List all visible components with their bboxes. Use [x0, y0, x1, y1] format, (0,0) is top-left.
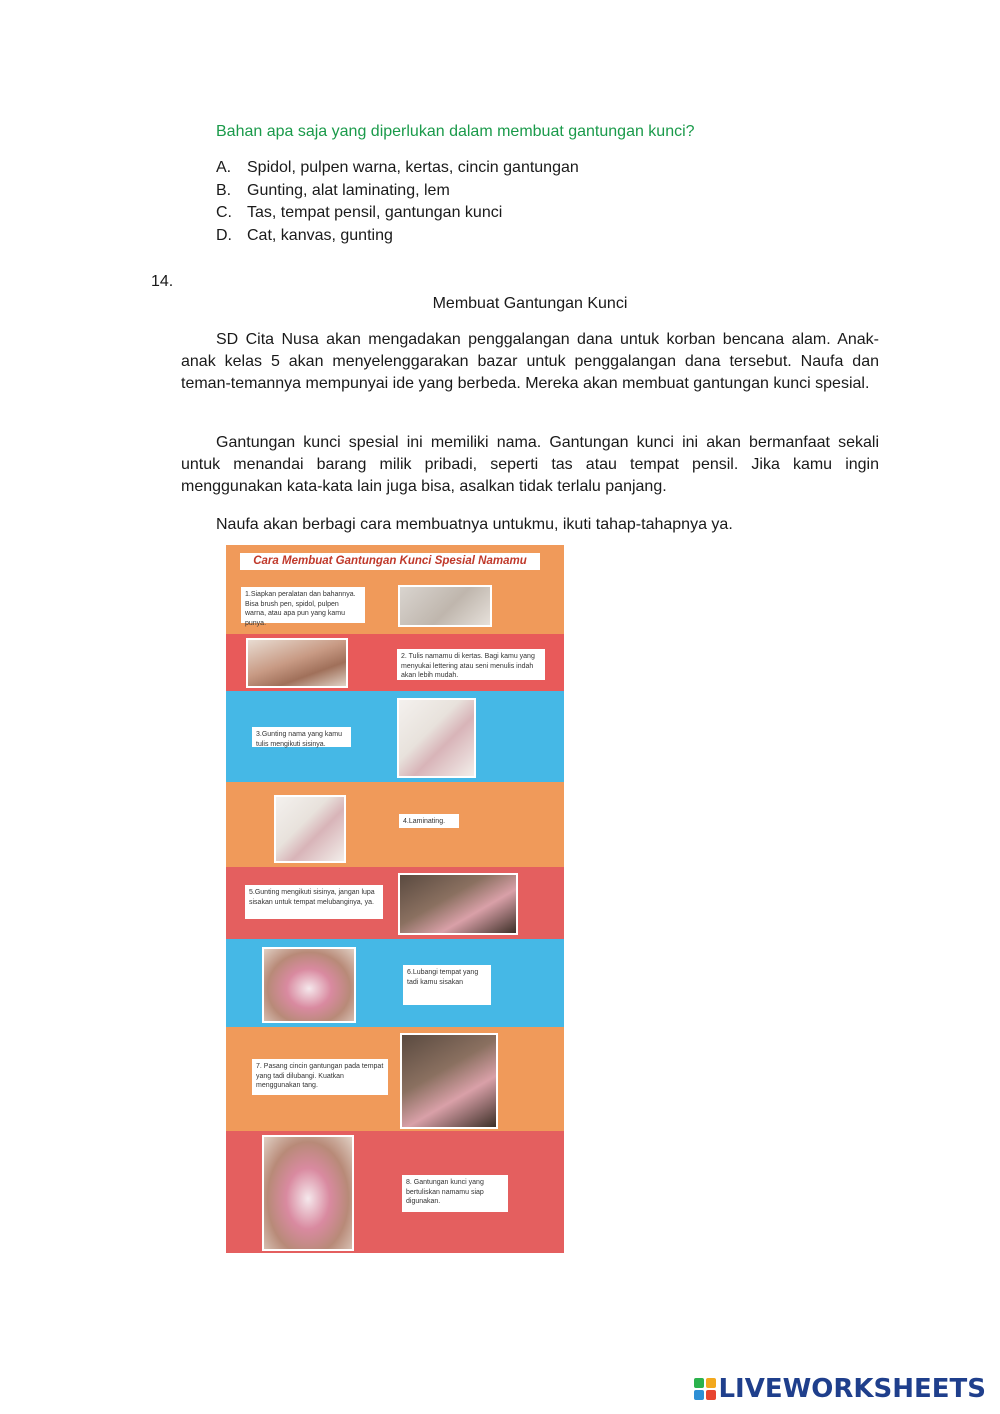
step-1-caption: 1.Siapkan peralatan dan bahannya. Bisa brush pen, spidol, pulpen warna, atau apa pun yang kamu punya.: [241, 587, 365, 623]
option-text: Cat, kanvas, gunting: [247, 227, 393, 245]
step-2-caption: 2. Tulis namamu di kertas. Bagi kamu yang menyukai lettering atau seni menulis indah akan lebih mudah.: [397, 649, 545, 680]
trimming-photo: [398, 873, 518, 935]
option-text: Gunting, alat laminating, lem: [247, 181, 450, 199]
step-6-band: [226, 939, 564, 1027]
question-number: 14.: [151, 273, 174, 290]
writing-photo: [246, 638, 348, 688]
instruction-infographic: [226, 545, 564, 1253]
option-letter: A.: [216, 159, 232, 176]
step-8-band: [226, 1131, 564, 1253]
infographic-title: Cara Membuat Gantungan Kunci Spesial Namamu: [240, 553, 540, 570]
step-7-band: [226, 1027, 564, 1131]
option-text: Spidol, pulpen warna, kertas, cincin gantungan: [247, 159, 579, 176]
step-2-band: [226, 634, 564, 691]
paragraph-1: SD Cita Nusa akan mengadakan penggalangan dana untuk korban bencana alam. Anak-anak kelas 5 akan menyelenggarakan bazar untuk penggalangan dana tersebut. Naufa dan teman-temannya mempunyai ide yang berbeda. Mereka akan membuat gantungan kunci spesial.: [181, 331, 879, 392]
punch-hole-photo: [262, 947, 356, 1023]
option-d[interactable]: [216, 225, 579, 248]
option-letter: D.: [216, 227, 232, 245]
step-4-band: [226, 782, 564, 867]
step-8-caption: 8. Gantungan kunci yang bertuliskan namamu siap digunakan.: [402, 1175, 508, 1212]
step-5-band: [226, 867, 564, 939]
option-letter: C.: [216, 204, 232, 222]
step-4-caption: 4.Laminating.: [399, 814, 459, 828]
step-3-band: [226, 691, 564, 782]
paragraph-3: Naufa akan berbagi cara membuatnya untukmu, ikuti tahap-tahapnya ya.: [216, 516, 733, 533]
cutting-photo: [397, 698, 476, 778]
option-b[interactable]: [216, 180, 579, 203]
question-text: Bahan apa saja yang diperlukan dalam membuat gantungan kunci?: [216, 123, 695, 140]
tools-photo: [398, 585, 492, 627]
paragraph-2: Gantungan kunci spesial ini memiliki nama. Gantungan kunci ini akan bermanfaat sekali untuk menandai barang milik pribadi, seperti tas atau tempat pensil. Jika kamu ingin menggunakan kata-kata lain juga bisa, asalkan tidak terlalu panjang.: [181, 434, 879, 495]
passage-title: Membuat Gantungan Kunci: [432, 295, 628, 312]
brand-name: LIVEWORKSHEETS: [718, 1374, 986, 1404]
liveworksheets-logo: [694, 1374, 986, 1404]
finished-keychain-photo: [262, 1135, 354, 1251]
step-1-band: [226, 545, 564, 634]
option-a[interactable]: [216, 157, 579, 180]
option-letter: B.: [216, 181, 232, 199]
answer-options: [216, 157, 579, 248]
step-7-caption: 7. Pasang cincin gantungan pada tempat yang tadi dilubangi. Kuatkan menggunakan tang.: [252, 1059, 388, 1095]
option-text: Tas, tempat pensil, gantungan kunci: [247, 204, 503, 222]
laminated-photo: [274, 795, 346, 863]
ring-attach-photo: [400, 1033, 498, 1129]
step-5-caption: 5.Gunting mengikuti sisinya, jangan lupa sisakan untuk tempat melubanginya, ya.: [245, 885, 383, 919]
liveworksheets-icon: [694, 1378, 716, 1400]
step-3-caption: 3.Gunting nama yang kamu tulis mengikuti sisinya.: [252, 727, 351, 747]
step-6-caption: 6.Lubangi tempat yang tadi kamu sisakan: [403, 965, 491, 1005]
option-c[interactable]: [216, 202, 579, 225]
